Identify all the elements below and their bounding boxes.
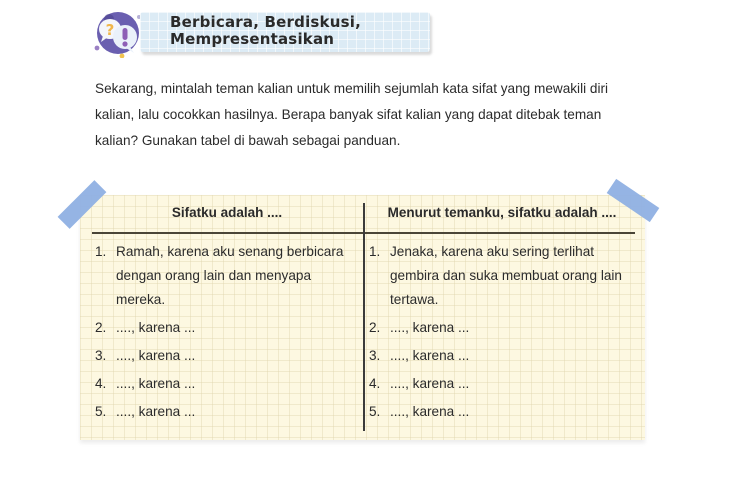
item-text: Jenaka, karena aku sering terlihat gembira dan suka membuat orang lain tertawa. xyxy=(390,244,622,307)
section-title xyxy=(170,14,361,48)
item-text: ...., karena ... xyxy=(116,404,196,419)
column-header-friend: Menurut temanku, sifatku adalah .... xyxy=(387,205,617,220)
item-text: Ramah, karena aku senang berbicara dengan orang lain dan menyapa mereka. xyxy=(116,244,344,307)
item-text: ...., karena ... xyxy=(116,348,196,363)
item-number: 3. xyxy=(369,348,381,363)
item-number: 5. xyxy=(369,404,381,419)
item-number: 5. xyxy=(95,404,107,419)
item-number: 2. xyxy=(95,320,107,335)
list-item xyxy=(369,316,629,340)
item-text: ...., karena ... xyxy=(390,404,470,419)
svg-text:?: ? xyxy=(105,21,115,39)
list-item xyxy=(95,400,360,424)
question-exclamation-speech-icon xyxy=(92,8,144,58)
list-item xyxy=(95,316,360,340)
list-item xyxy=(369,400,629,424)
list-item xyxy=(95,240,360,312)
intro-paragraph: Sekarang, mintalah teman kalian untuk memilih sejumlah kata sifat yang mewakili diri kalian, lalu cocokkan hasilnya. Berapa banyak sifat kalian yang dapat ditebak teman kalian? Gunakan tabel di bawah sebagai panduan. xyxy=(95,81,609,148)
self-traits-list xyxy=(95,240,360,428)
column-divider xyxy=(363,203,365,431)
item-text: ...., karena ... xyxy=(390,376,470,391)
friend-traits-list xyxy=(369,240,629,428)
list-item xyxy=(95,344,360,368)
item-text: ...., karena ... xyxy=(116,320,196,335)
item-number: 1. xyxy=(369,244,381,259)
section-title-line2: Mempresentasikan xyxy=(170,30,335,48)
item-number: 2. xyxy=(369,320,381,335)
item-text: ...., karena ... xyxy=(390,348,470,363)
item-number: 4. xyxy=(369,376,381,391)
list-item xyxy=(95,372,360,396)
item-text: ...., karena ... xyxy=(390,320,470,335)
item-text: ...., karena ... xyxy=(116,376,196,391)
worksheet-table xyxy=(80,195,645,440)
list-item xyxy=(369,344,629,368)
section-banner xyxy=(140,12,430,52)
list-item xyxy=(369,240,629,312)
column-header-self: Sifatku adalah .... xyxy=(171,205,283,220)
item-number: 1. xyxy=(95,244,107,259)
item-number: 4. xyxy=(95,376,107,391)
item-number: 3. xyxy=(95,348,107,363)
list-item xyxy=(369,372,629,396)
section-title-line1: Berbicara, Berdiskusi, xyxy=(170,13,361,31)
